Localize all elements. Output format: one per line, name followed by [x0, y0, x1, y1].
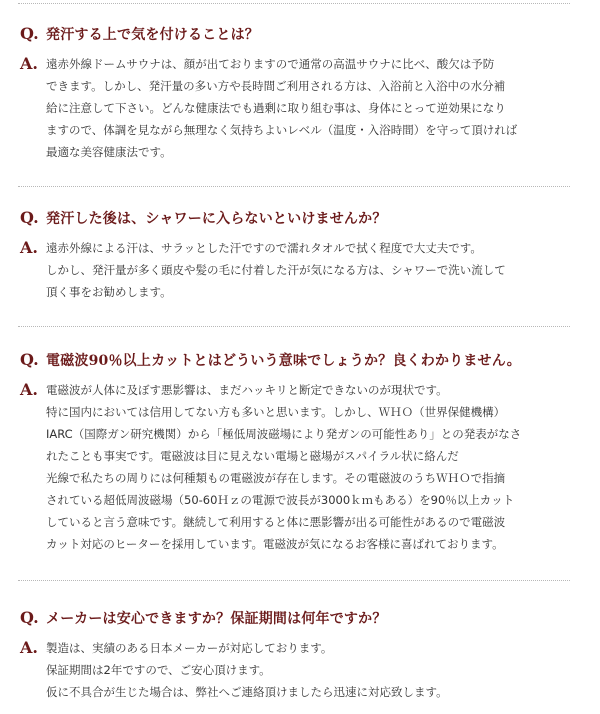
answer-text [46, 237, 580, 303]
divider [18, 186, 570, 187]
answer-mark: A. [20, 54, 38, 73]
answer-text [46, 53, 580, 163]
answer-mark: A. [20, 638, 38, 657]
answer-line: IARC（国際ガン研究機関）から「極低周波磁場により発ガンの可能性あり」との発表がなさ [46, 427, 522, 441]
answer-line: 最適な美容健康法です。 [46, 145, 172, 159]
divider [18, 3, 570, 4]
answer-line: 光線で私たちの周りには何種類もの電磁波が存在します。その電磁波のうちＷＨＯで指摘 [46, 471, 506, 485]
question-text: 電磁波90％以上カットとはどういう意味でしょうか？良くわかりません。 [46, 353, 521, 369]
question-text: 発汗した後は、シャワーに入らないといけませんか？ [46, 211, 387, 227]
answer-line: できます。しかし、発汗量の多い方や長時間ご利用される方は、入浴前と入浴中の水分補 [46, 79, 506, 93]
question-mark: Q. [20, 350, 39, 369]
faq-answer [20, 637, 580, 703]
faq-answer [20, 379, 580, 555]
answer-mark: A. [20, 238, 38, 257]
answer-line: 遠赤外線による汗は、サラッとした汗ですので濡れタオルで拭く程度で大丈夫です。 [46, 241, 482, 255]
divider [18, 326, 570, 327]
answer-line: 特に国内においては信用してない方も多いと思います。しかし、ＷＨＯ（世界保健機構） [46, 405, 506, 419]
faq-item [20, 350, 580, 555]
answer-text [46, 637, 580, 703]
faq-answer [20, 237, 580, 303]
faq-question [20, 350, 580, 371]
question-mark: Q. [20, 608, 39, 627]
divider [18, 580, 570, 581]
answer-line: れたことも事実です。電磁波は目に見えない電場と磁場がスパイラル状に絡んだ [46, 449, 459, 463]
answer-line: 遠赤外線ドームサウナは、顔が出ておりますので通常の高温サウナに比べ、酸欠は予防 [46, 57, 495, 71]
question-mark: Q. [20, 24, 39, 43]
answer-text [46, 379, 580, 555]
faq-answer [20, 53, 580, 163]
faq-item [20, 24, 580, 163]
answer-line: カット対応のヒーターを採用しています。電磁波が気になるお客様に喜ばれております。 [46, 537, 504, 551]
faq-question [20, 24, 580, 45]
answer-line: 仮に不具合が生じた場合は、弊社へご連絡頂けましたら迅速に対応致します。 [46, 685, 448, 699]
question-text: 発汗する上で気を付けることは？ [46, 27, 259, 43]
answer-line: 電磁波が人体に及ぼす悪影響は、まだハッキリと断定できないのが現状です。 [46, 383, 448, 397]
answer-line: されている超低周波磁場（50-60Ｈｚの電源で波長が3000ｋｍもある）を90％以上カット [46, 493, 515, 507]
faq-question [20, 608, 580, 629]
answer-line: していると言う意味です。継続して利用すると体に悪影響が出る可能性があるので電磁波 [46, 515, 506, 529]
answer-mark: A. [20, 380, 38, 399]
answer-line: しかし、発汗量が多く頭皮や髪の毛に付着した汗が気になる方は、シャワーで洗い流して [46, 263, 506, 277]
faq-item [20, 208, 580, 303]
question-text: メーカーは安心できますか？保証期間は何年ですか？ [46, 611, 387, 627]
answer-line: 製造は、実績のある日本メーカーが対応しております。 [46, 641, 333, 655]
question-mark: Q. [20, 208, 39, 227]
answer-line: ますので、体調を見ながら無理なく気持ちよいレベル（温度・入浴時間）を守って頂ければ [46, 123, 518, 137]
faq-item [20, 608, 580, 703]
faq-question [20, 208, 580, 229]
answer-line: 頂く事をお勧めします。 [46, 285, 172, 299]
answer-line: 給に注意して下さい。どんな健康法でも過剰に取り組む事は、身体にとって逆効果になり [46, 101, 506, 115]
answer-line: 保証期間は2年ですので、ご安心頂けます。 [46, 663, 271, 677]
